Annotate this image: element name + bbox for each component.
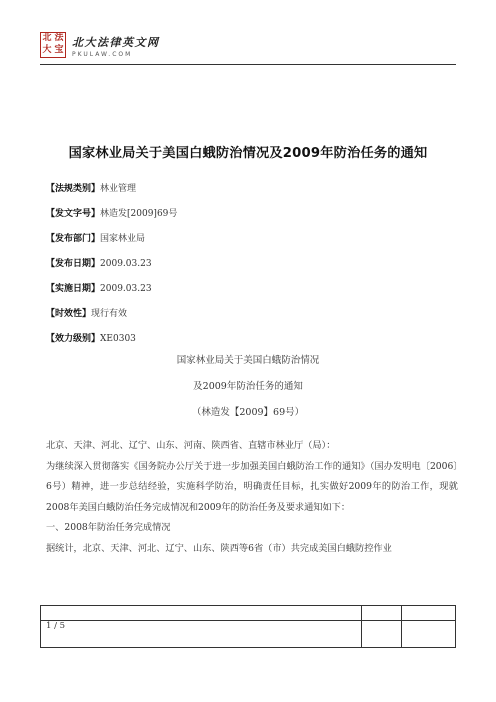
meta-row-publish-date: 【发布日期】2009.03.23 <box>46 259 152 269</box>
heading-line-1: 国家林业局关于美国白蛾防治情况 <box>176 355 320 366</box>
meta-row-level: 【效力级别】XE0303 <box>46 334 136 344</box>
meta-row-department: 【发布部门】国家林业局 <box>46 234 146 244</box>
addressee-paragraph: 北京、天津、河北、辽宁、山东、河南、陕西省、直辖市林业厅（局）： <box>46 440 336 451</box>
document-title: 国家林业局关于美国白蛾防治情况及2009年防治任务的通知 <box>68 146 428 161</box>
page-footer <box>40 605 456 648</box>
heading-line-3: （林造发【2009】69号） <box>191 407 305 418</box>
heading-line-2: 及2009年防治任务的通知 <box>193 381 303 392</box>
logo-seal-icon: 北 法 大 宝 <box>40 32 66 58</box>
logo-cn-text: 北大法律英文网 <box>72 36 160 49</box>
page-indicator: 1 / 5 <box>46 621 66 631</box>
intro-paragraph: 为继续深入贯彻落实《国务院办公厅关于进一步加强美国白蛾防治工作的通知》（国办发明电〔2006〕6号）精神，进一步总结经验，实施科学防治，明确责任目标，扎实做好2009年的防治工作，现就2008年美国白蛾防治任务完成情况和2009年的防治任务及要求通知如下： <box>46 460 458 513</box>
document-body <box>46 436 458 559</box>
logo-en-text: PKULAW.COM <box>72 51 133 58</box>
section-heading: 一、2008年防治任务完成情况 <box>46 522 171 533</box>
header-divider <box>40 64 456 65</box>
meta-row-effective-date: 【实施日期】2009.03.23 <box>46 284 152 294</box>
meta-row-validity: 【时效性】现行有效 <box>46 309 128 319</box>
meta-row-doc-number: 【发文字号】林造发[2009]69号 <box>46 209 178 219</box>
meta-row-category: 【法规类别】林业管理 <box>46 184 137 194</box>
section-paragraph: 据统计，北京、天津、河北、辽宁、山东、陕西等6省（市）共完成美国白蛾防控作业 <box>46 542 392 554</box>
